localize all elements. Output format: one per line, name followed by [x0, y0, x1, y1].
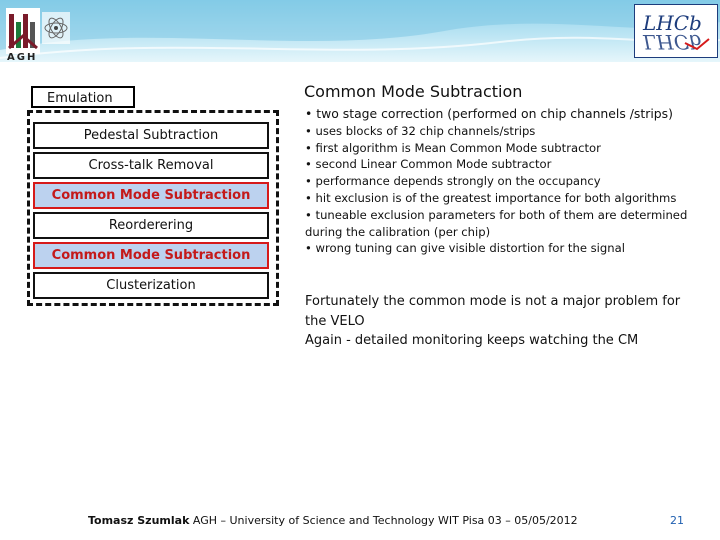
bullet-list: [305, 106, 705, 257]
footer: [88, 514, 578, 527]
bullet-item: • second Linear Common Mode subtractor: [305, 157, 552, 172]
bullet-item: • first algorithm is Mean Common Mode subtractor: [305, 140, 601, 155]
bullet-item: • two stage correction (performed on chip channels /strips): [305, 106, 673, 121]
svg-text:LHCb: LHCb: [643, 30, 702, 54]
header-band: [0, 0, 720, 62]
note-list: [305, 292, 705, 351]
stage-common-mode-subtraction-1: Common Mode Subtraction: [33, 182, 269, 209]
bullet-item: • wrong tuning can give visible distortion for the signal: [305, 241, 625, 256]
lhcb-logo-text: LHCb: [643, 11, 702, 35]
header-wave-decoration: [0, 0, 720, 62]
footer-author: Tomasz Szumlak: [88, 514, 190, 527]
stage-pedestal-subtraction: Pedestal Subtraction: [33, 122, 269, 149]
bullet-item: • uses blocks of 32 chip channels/strips: [305, 123, 536, 138]
emulation-label: Emulation: [31, 86, 135, 108]
lhcb-logo-icon: [635, 5, 717, 57]
note-item: Fortunately the common mode is not a major problem for the VELO: [305, 294, 681, 329]
note-item: Again - detailed monitoring keeps watching the CM: [305, 333, 639, 348]
stage-cross-talk-removal: Cross-talk Removal: [33, 152, 269, 179]
page-number: 21: [670, 514, 684, 527]
stage-common-mode-subtraction-2: Common Mode Subtraction: [33, 242, 269, 269]
bullet-item: • performance depends strongly on the occupancy: [305, 174, 601, 189]
agh-label: AGH: [7, 52, 38, 63]
bullet-item: • tuneable exclusion parameters for both of them are determined during the calibration (per chip): [305, 207, 688, 239]
agh-logo-icon: [6, 8, 40, 54]
stage-clusterization: Clusterization: [33, 272, 269, 299]
bullet-item: • hit exclusion is of the greatest importance for both algorithms: [305, 190, 677, 205]
slide-title: Common Mode Subtraction: [304, 82, 523, 101]
lhcb-logo: [634, 4, 718, 58]
footer-affiliation: AGH – University of Science and Technology WIT Pisa 03 – 05/05/2012: [192, 514, 578, 527]
atom-logo-icon: [42, 12, 70, 44]
stage-reorderering: Reorderering: [33, 212, 269, 239]
